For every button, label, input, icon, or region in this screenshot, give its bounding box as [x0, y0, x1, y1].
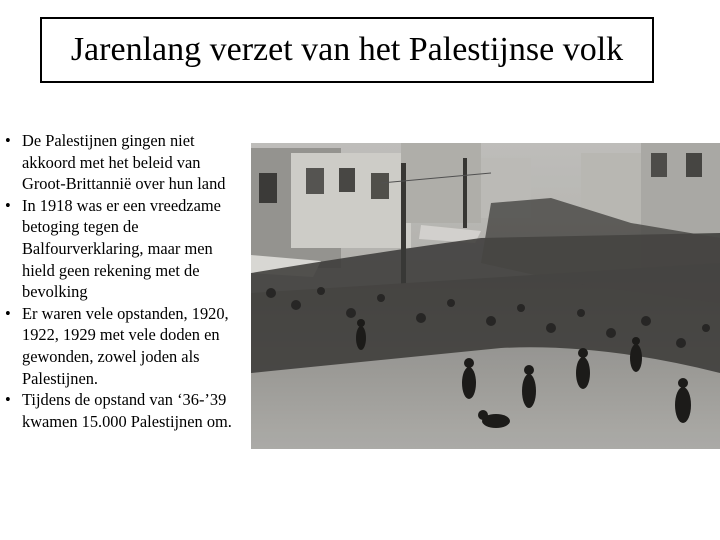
bullet-item — [4, 130, 244, 195]
bullet-text: Er waren vele opstanden, 1920, 1922, 1929 met vele doden en gewonden, zowel joden als Palestijnen. — [22, 303, 229, 388]
slide-title: Jarenlang verzet van het Palestijnse volk — [70, 31, 624, 68]
slide-title-box — [40, 17, 654, 83]
crowd-photo-drawing — [251, 143, 720, 449]
bullet-icon: • — [5, 303, 11, 323]
bullet-text: Tijdens de opstand van ‘36-’39 kwamen 15.000 Palestijnen om. — [22, 390, 232, 431]
bullet-item — [4, 389, 244, 432]
bullet-icon: • — [5, 195, 11, 215]
bullet-item — [4, 195, 244, 303]
bullet-text: De Palestijnen gingen niet akkoord met het beleid van Groot-Brittannië over hun land — [22, 131, 226, 194]
bullet-icon: • — [5, 390, 11, 410]
bullet-list — [4, 130, 244, 432]
bullet-icon: • — [5, 131, 11, 150]
bullet-item — [4, 303, 244, 389]
bullet-text: In 1918 was er een vreedzame betoging tegen de Balfourverklaring, maar men hield geen rekening met de bevolking — [22, 195, 221, 302]
historic-crowd-photo — [251, 143, 720, 449]
